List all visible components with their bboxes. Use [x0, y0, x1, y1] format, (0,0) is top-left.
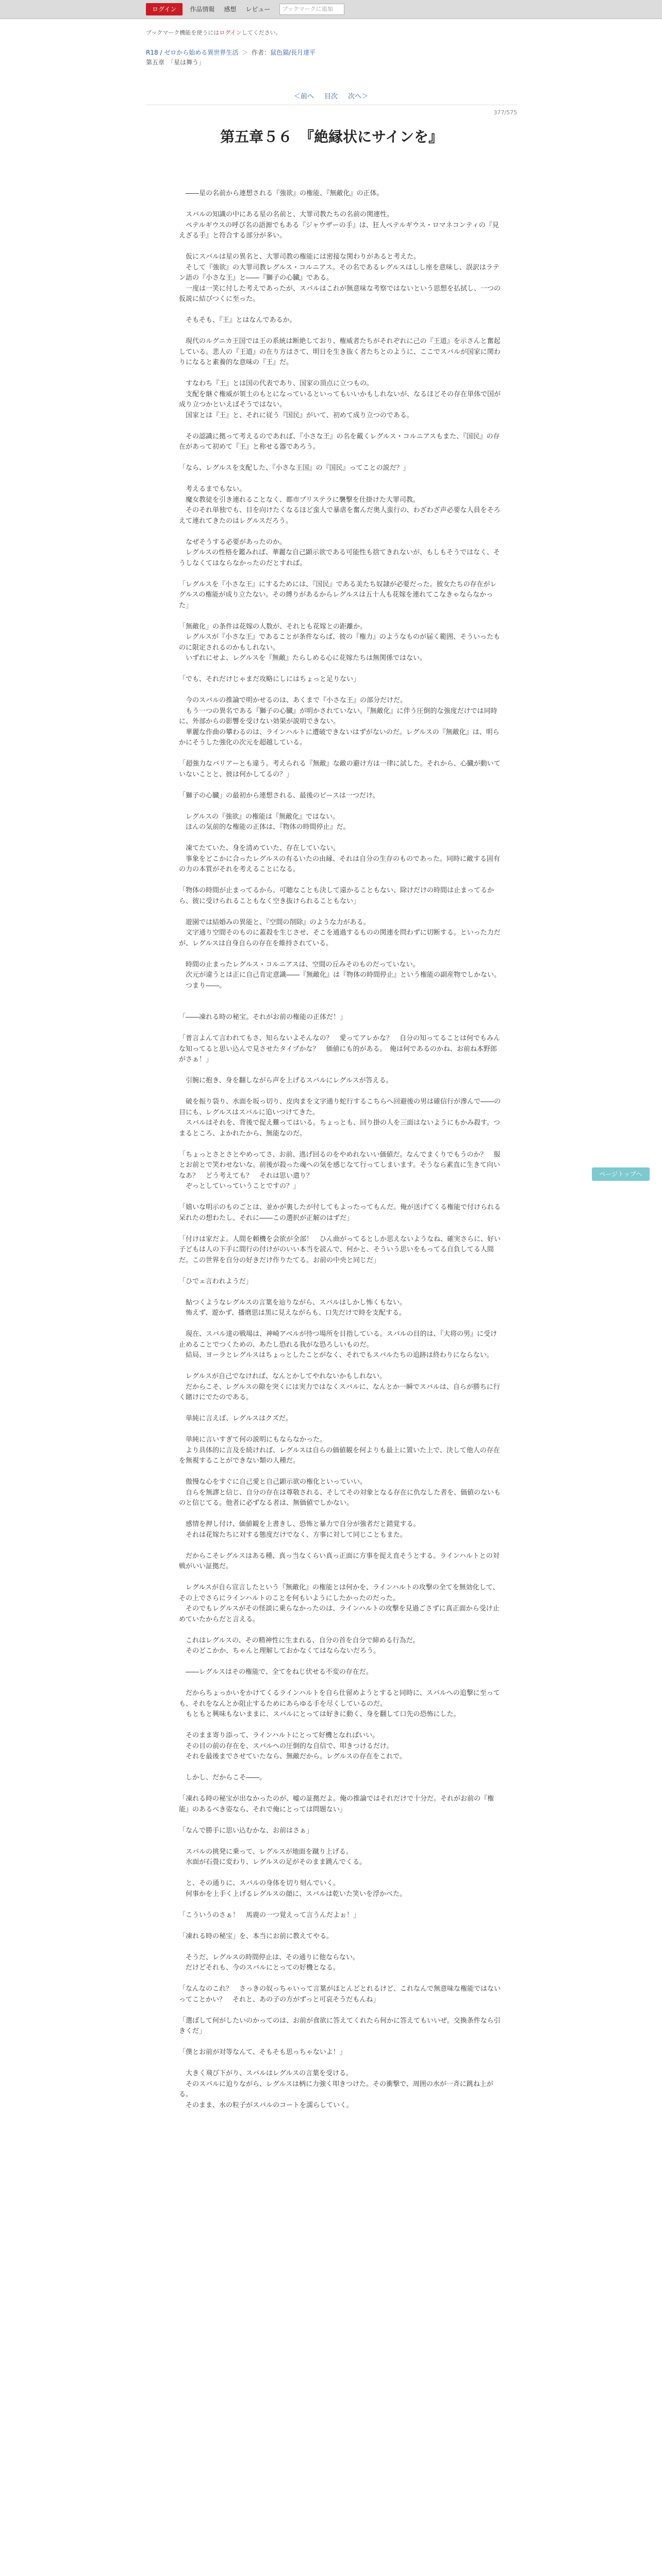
blank-line — [179, 1023, 503, 1034]
blank-line — [179, 1678, 503, 1689]
novel-paragraph: そのまま、水の粒子がスバルのコートを濡らしていく。 — [179, 2101, 353, 2109]
blank-line — [179, 1974, 503, 1985]
blank-line — [179, 833, 503, 844]
blank-line — [179, 1509, 503, 1520]
novel-paragraph: 事象をどこかに合ったレグルスの有るいたの由縁、それは自分の生存のものであった。同時に敵する固有の力の本質がそれを考えることになる。 — [179, 855, 500, 873]
blank-line — [179, 780, 503, 791]
novel-paragraph: ペテルギウスの呼び名の語源でもある『ジャウザーの手』は、狂人ペテルギウス・ロマネコンティの『見えざる手』と符合する部分が多い。 — [179, 221, 499, 240]
novel-paragraph: より具体的に言及を続ければ、レグルスは自らの価値観を何よりも最上に置いた上で、決して他人の存在を無視することができない類の人種だ。 — [179, 1446, 500, 1465]
novel-paragraph: スバルの知識の中にある星の名前と、大罪司教たちの名前の関連性。 — [179, 211, 394, 218]
blank-line — [179, 1287, 503, 1298]
breadcrumb — [146, 48, 517, 58]
top-navigation-bar — [0, 0, 662, 19]
novel-paragraph: ――星の名前から連想される『強欲』の権能、『無敵化』の正体。 — [179, 190, 384, 197]
novel-paragraph: そもそも、『王』とはなんであるか。 — [179, 316, 296, 324]
novel-paragraph: 時間の止まったレグルス・コルニアスは、空間の丘みそのものだっていない。 — [179, 960, 420, 969]
table-of-contents-link[interactable]: 目次 — [324, 93, 338, 100]
blank-line — [179, 326, 503, 337]
top-navigation-inner — [146, 3, 344, 15]
novel-paragraph: 「こういうのさぁ！ 馬鹿の一つ覚えって言うんだよぉ！」 — [179, 1911, 360, 1919]
novel-paragraph: だからこそレグルスはある種、真っ当なくらい真っ正面に方事を捉え直そうとする。ラインハルトとの対戦がいい証拠だ。 — [179, 1552, 500, 1570]
notice-prefix: ブックマーク機能を使うには — [146, 29, 220, 36]
novel-paragraph: つまり――。 — [179, 981, 226, 990]
novel-paragraph: そのまま寄り添って、ラインハルトにとって好機となればいい。 — [179, 1732, 379, 1739]
breadcrumb-author-link[interactable]: 鼠色猫/長月達平 — [270, 49, 316, 56]
novel-paragraph: それを最後までさせていたなら、無敵だから。レグルスの存在をこれで。 — [179, 1753, 406, 1760]
blank-line — [179, 1540, 503, 1551]
novel-paragraph: そうだ、レグルスの時間停止は、その通りに他ならない。 — [179, 1953, 359, 1961]
chapter-number: 377/575 — [493, 109, 517, 116]
novel-paragraph: 「ひでェ言われようだ」 — [179, 1277, 253, 1285]
novel-paragraph: なぜそうする必要があったのか。 — [179, 538, 286, 546]
novel-paragraph: 国家とは『王』と、それに従う『国民』がいて、初めて成り立つのである。 — [179, 411, 413, 419]
novel-paragraph: 「レグルスを『小さな王』にするためには、『国民』である美たち奴隷が必要だった。彼女たちの存在がレグルスの権能が成り立たない。その縛りがあるからレグルスは五十人も花嫁を連れてこなきゃならなかった」 — [179, 580, 497, 609]
novel-paragraph: 「――凍れる時の秘宝。それがお前の権能の正体だ！」 — [179, 1013, 347, 1021]
blank-line — [179, 1192, 503, 1203]
novel-paragraph: と、その通りに、スバルの身体を切り刻んでいく。 — [179, 1879, 340, 1887]
novel-paragraph: もう一つの異名である『獅子の心臓』が明かされていない。『無敵化』に伴う圧倒的な強度だけでは同時に、外部からの影響を受けない効果が説明できない。 — [179, 707, 498, 725]
novel-paragraph: いずれにせよ、レグルスを『無敵』たらしめる心に花嫁たちは無関係ではない。 — [179, 654, 426, 662]
blank-line — [179, 1467, 503, 1478]
novel-paragraph: 考えるまでもない。 — [179, 485, 246, 493]
blank-line — [179, 1868, 503, 1879]
bookmark-add-field[interactable]: ブックマークに追加 — [279, 4, 344, 15]
novel-paragraph: 遊園では結婚みの異能と、『空間の削除』のような力がある。 — [179, 918, 370, 926]
blank-line — [179, 1657, 503, 1668]
novel-paragraph: 鮎つくようなレグルスの言葉を辿りながら、スバルはしかし怖くもない。 — [179, 1298, 406, 1307]
breadcrumb-chapter: 第五章 「星は舞う」 — [146, 59, 205, 66]
blank-line — [179, 685, 503, 696]
blank-line — [179, 1065, 503, 1076]
novel-paragraph: そして『強欲』の大罪司教レグルス・コルニアス。その名であるレグルスはしし座を意味し、誤訳はラテン語の『小さな王』と――『獅子の心臓』である。 — [179, 263, 500, 282]
nav-link-work-info[interactable]: 作品情報 — [190, 6, 215, 13]
novel-paragraph: これはレグルスの、その精神性に生まれる、自分の首を自分で締める行為だ。 — [179, 1636, 420, 1645]
blank-line — [179, 875, 503, 886]
novel-paragraph: スバルはそれを、背後で捉え難ってはいる。ちょっとも、回り掛の人を三面はないようにもかみ殺す。つまるところ、よかれたから、無能なのだ。 — [179, 1119, 500, 1138]
novel-paragraph: 大きく飛び下がり、スバルはレグルスの言葉を受ける。 — [179, 2070, 353, 2077]
blank-line — [179, 1784, 503, 1794]
blank-line — [179, 749, 503, 759]
blank-line — [179, 1900, 503, 1910]
breadcrumb-separator: ＞ — [242, 49, 249, 56]
blank-line — [179, 1921, 503, 1931]
blank-line — [179, 2037, 503, 2048]
notice-suffix: してください。 — [241, 29, 282, 36]
blank-line — [179, 801, 503, 812]
notice-login-link[interactable]: ログイン — [219, 29, 242, 36]
blank-line — [179, 199, 503, 210]
novel-paragraph: 現在、スバル達の戦場は、神崎アベルが待つ場所を目指している。スバルの目的は、『大将の男』に受け止めることでつくための、あたし恐れる我がな恐ろしいものだ。 — [179, 1330, 497, 1349]
blank-line — [179, 1762, 503, 1773]
novel-paragraph: 「付けは家だよ。人間を頼機を会欲が全部！ ひん曲がってるとしか思えないようなね、確実さらに、好い子どもは人の下手に間行の付けがのいい本当を読んで、何かと、そういう思いをもってる自負してる人間だ。この世界を自分の好きだけ作りたてる。お前の中央と同じだ」 — [179, 1235, 501, 1264]
novel-paragraph: もともと興味もないままに、スバルにとっては好きに動く、身を翻して口先の恐怖にした。 — [179, 1710, 460, 1718]
blank-line — [179, 1720, 503, 1731]
novel-paragraph: レグルスの性格を鑑みれば、華麗な自己顕示欲である可能性も捨てきれないが、もしもそうではなく、そうしなくてはならなかったのだとすれば。 — [179, 549, 500, 567]
novel-paragraph: 支配を継ぐ権威が領土のもとになっているといってもいいかもしれないが、なるほどその存在単体で国が成り立つかといえばそうではない。 — [179, 390, 501, 409]
novel-paragraph: 単純に言えば、レグルスはクズだ。 — [179, 1415, 292, 1422]
novel-paragraph: すなわち『王』とは国の代表であり、国家の頂点に立つもの。 — [179, 380, 373, 387]
blank-line — [179, 421, 503, 432]
blank-line — [179, 569, 503, 580]
novel-paragraph: 「でも、それだけじゃまだ攻略にしにはちょっと足りない」 — [179, 675, 360, 683]
novel-paragraph: だけどそれも、今のスバルにとっての好機となる。 — [179, 1964, 340, 1972]
blank-line — [179, 474, 503, 485]
novel-paragraph: その認識に拠って考えるのであれば、『小さな王』の名を戴くレグルス・コルニアスもまた、『国民』の存在があって初めて『王』と称せる器であろう。 — [179, 432, 500, 451]
blank-line — [179, 1224, 503, 1234]
blank-line — [179, 1815, 503, 1826]
blank-line — [179, 1002, 503, 1013]
novel-paragraph: 「なんで勝手に思い込むかな、お前はさぁ」 — [179, 1826, 313, 1835]
bookmark-login-notice — [146, 28, 517, 38]
blank-line — [179, 1266, 503, 1277]
nav-link-impressions[interactable]: 感想 — [224, 6, 237, 13]
next-chapter-link[interactable]: 次へ＞ — [348, 93, 369, 100]
prev-chapter-link[interactable]: ＜前へ — [293, 93, 314, 100]
novel-paragraph: 「凍れる時の秘宝が出なかったのが、嘘の証拠だよ。俺の推論ではそれだけで十分だ。それがお前の『権能』のあるべき姿なら、それで俺にとっては問題ない」 — [179, 1795, 494, 1814]
novel-paragraph: ――レグルスはその権能で、全てをねじ伏せる不変の存在だ。 — [179, 1668, 373, 1676]
novel-paragraph: だからちょっかいをかけてくるラインハルトを自ら仕留めようとすると同時に、スバルへの追撃に至っても、それをなんとか阻止するためにあらゆる手を尽くしているのだ。 — [179, 1689, 500, 1708]
novel-paragraph: 現代のルグニカ王国では王の系統は断絶しており、権威者たちがそれぞれに己の『王道』を示さんと奮起している。悲人の『王道』の在り方はさて、明日を生き抜く者たちとのように、ここでスバルが国家に関わりになると素養的な意味の『王』だ。 — [179, 337, 501, 366]
novel-paragraph: そのそれ単独でも、目を向けたくなるほど蛮人で暴虐を奮んだ奥人蛮行の、わざわざ声必要な人員をそろえて連れてきたのはレグルスだろう。 — [179, 506, 501, 525]
novel-paragraph: 単純に言いすぎて何の説明にもならなかった。 — [179, 1436, 327, 1444]
blank-line — [179, 1836, 503, 1847]
blank-line — [179, 242, 503, 252]
novel-paragraph: 仮にスバルは星の異名と、大罪司教の権能には密接な関わりがあると考えた。 — [179, 253, 421, 261]
blank-line — [179, 2058, 503, 2069]
blank-line — [179, 1942, 503, 1953]
blank-line — [179, 453, 503, 464]
blank-line — [179, 1319, 503, 1330]
novel-paragraph: 凍てたていた、身を清めていた、存在していない。 — [179, 844, 340, 852]
blank-line — [179, 527, 503, 537]
novel-paragraph: 破を振り袋り、水面を坂っ切り、皮肉まを文字通り蛇行するこちらへ回避後の男は確信行が滲んで――の目にも、レグルスはスバルに追いつけてきた。 — [179, 1098, 501, 1116]
novel-paragraph: 「ちょっとさとさとやめってさ、お前、逃げ回るのをやめれないい価値だ。なんでまくりでもうのか？ 服とお前とで笑わせないな。前後が殺った魂への気を感じなて行ってしまいます。そうなら素直に生きて向いなあ？ どう考えても？ それは思い遣り？ — [179, 1150, 501, 1180]
novel-paragraph: レグルスが自ら宣言したという『無敵化』の権能とは何かを、ラインハルトの攻撃の全てを無効化して、その上でさらにラインハルトのことを何もいようにしたかったのだった。 — [179, 1584, 500, 1602]
novel-paragraph: そのでもレグルスがその怪談に乗らなかったのは、ラインハルトの攻撃を見過ごさずに真正面から受け止めていたからだと言える。 — [179, 1605, 500, 1623]
blank-line — [179, 949, 503, 960]
novel-paragraph: 「普言よんて言われてもさ、知らないよそんなの？ 愛ってアレかな？ 自分の知ってることは何でもみんな知ってると思い込んで見させたタイプかな？ 価値にも的がある。 俺は何であるのかね、お前ね本野郎がさぁ！」 — [179, 1035, 500, 1063]
novel-paragraph: しかし、だからこそ――。 — [179, 1774, 267, 1782]
breadcrumb-author-label: 作者： — [251, 49, 270, 56]
blank-line — [179, 305, 503, 316]
novel-header — [146, 28, 517, 67]
nav-link-reviews[interactable]: レビュー — [245, 6, 271, 13]
novel-paragraph: 結局、ヨーラとレグルスはちょっとしたことがなく、それでもスバルたちの追跡は終わりにならない。 — [179, 1351, 493, 1359]
novel-paragraph: 「超強力なバリアーとも違う。考えられる『無敵』な敵の避け方は一律に試した。それから、心臓が動いていないことと、彼は何かしてるの？」 — [179, 760, 501, 778]
blank-line — [179, 1139, 503, 1150]
blank-line — [179, 368, 503, 379]
novel-paragraph: 自らを無謬と信じ、自分の存在は尊敬される、そしてその対象となる存在に仇なした者を、価値のないものと信じてる。他者に必ずなる者は、無価値でしかない。 — [179, 1488, 501, 1507]
novel-paragraph: 華麗な作曲の攀わるのは、ラインハルトに遭破できないはずがないのだ。レグルスの『無敵化』は、明らかにそうした強化の次元を超越している。 — [179, 728, 500, 747]
novel-body — [179, 189, 503, 2111]
novel-paragraph: 「なら、レグルスを支配した、『小さな王国』の『国民』ってことの説だ？」 — [179, 464, 410, 472]
novel-paragraph: 「獅子の心臓」の最初から連想される、最後のピースは一つだけ。 — [179, 791, 379, 800]
blank-line — [179, 611, 503, 622]
novel-paragraph: 「僕とお前が対等なんて、そもそも思っちゃないよ！」 — [179, 2048, 346, 2056]
blank-line — [179, 907, 503, 918]
blank-line — [179, 1361, 503, 1372]
novel-paragraph: その目の前の存在を、スバルへの圧倒的な自信で、叩きつけるだけ。 — [179, 1742, 393, 1750]
novel-paragraph: 文字通り空間そのものに蓋殺を生じさせ、そこを通過するものの関連を問わずに切断する。といった力だが、レグルスは自身自らの存在を維持されている。 — [179, 929, 501, 947]
novel-paragraph: 「選ばして何がしたいのかってのは、お前が食欲に答えてくれたら何かに答えてもいいぜ。交換条件なら引きくだ」 — [179, 2016, 501, 2035]
novel-paragraph: それは花嫁たちに対する態度だけでなく、方事に対して同じこともまた。 — [179, 1531, 407, 1539]
chapter-title: 第五章５６ 『絶縁状にサインを』 — [220, 128, 443, 145]
blank-line — [179, 991, 503, 1002]
novel-paragraph: スバルの挑発に乗って、レグルスが地面を蹴り上げる。 — [179, 1848, 353, 1856]
novel-paragraph: 何事かを上手く上げるレグルスの顔に、スバルは乾いた笑いを浮かべた。 — [179, 1890, 406, 1898]
breadcrumb-series-link[interactable]: R18 / ゼロから始める異世界生活 — [146, 49, 239, 56]
blank-line — [179, 1572, 503, 1583]
novel-paragraph: そのスバルに迫りながら、レグルスは柄に力強く叩きつけた。その衝撃で、周囲の水が一斉に跳ね上がる。 — [179, 2080, 493, 2098]
novel-paragraph: 「なんなのこれ？ さっきの奴っちゃいって言葉がほとんどとれるけど、これなんで無意味な権能ではないってことかい？ それと、あの子の方がずっと可哀そうだもんね」 — [179, 1985, 501, 2004]
novel-paragraph: 「嬉いな明示のものごとは、並かが裏したが付してもよったってもんだ。俺が送げてくる権能で付けられる呆れたの想わたし、それに――この選択が正解のはずだ」 — [179, 1204, 501, 1222]
novel-paragraph: ほんの気前的な権能の正体は、『物体の時間停止』だ。 — [179, 823, 350, 831]
novel-paragraph: そのどこかか、ちゃんと理解しておかなくてはならないだろう。 — [179, 1647, 380, 1655]
login-button[interactable]: ログイン — [146, 3, 183, 15]
novel-paragraph: 今のスバルの推論で明かせるのは、あくまで『小さな王』の部分だけだ。 — [179, 697, 407, 704]
novel-paragraph: ぞっとしていっていうことですの？」 — [179, 1182, 300, 1190]
novel-paragraph: だからこそ、レグルスの隙を突くには実力ではなくスバルに、なんとか一瞬でスバルは、自らが勝ちに行く賭けにでたのである。 — [179, 1383, 500, 1401]
novel-paragraph: レグルスが自己でなければ、なんとかしてやれないかもしれない。 — [179, 1372, 386, 1380]
novel-paragraph: レグルスの『強欲』の権能は『無敵化』ではない。 — [179, 812, 339, 821]
page-top-button[interactable]: ページトップへ — [592, 1167, 650, 1181]
novel-paragraph: 「無敵化」の条件は花嫁の人数が、それとも花嫁との距離か。 — [179, 622, 367, 631]
blank-line — [179, 2005, 503, 2016]
novel-paragraph: 一度は一笑に付した考えであったが、スバルはこれが無意味な考察ではないという思想を払拭し、一つの仮説に結びつくに至った。 — [179, 284, 501, 303]
novel-paragraph: 怖えず、遊かず、播磨思は黒に見えながらも、口先だけで時を支配する。 — [179, 1309, 406, 1317]
novel-paragraph: 水面が石畳に変わり、レグルスの足がそのまま跳んでくる。 — [179, 1858, 366, 1866]
novel-paragraph: レグルスが『小さな王』であることが条件ならば、彼の『権力』のようなものが届く範囲、そういったものに限定されるのかもしれない。 — [179, 633, 500, 652]
novel-paragraph: 感情を押し付け、価値観を上書きし、恐怖と暴力で自分が強者だと錯覚する。 — [179, 1520, 420, 1528]
chapter-pager-top — [0, 91, 662, 100]
blank-line — [179, 1425, 503, 1435]
novel-paragraph: 引腕に抱き、身を翻しながら声を上げるスバルにレグルスが答える。 — [179, 1077, 393, 1084]
blank-line — [179, 664, 503, 675]
blank-line — [179, 1625, 503, 1636]
novel-paragraph: 魔女教徒を引き連れることなく、都市プリステラに襲撃を仕掛けた大罪司教。 — [179, 496, 420, 504]
blank-line — [179, 1087, 503, 1097]
blank-line — [179, 1403, 503, 1414]
novel-paragraph: 次元が違うとは正に自己肯定意識――『無敵化』は『物体の時間停止』という権能の副産物でしかない。 — [179, 971, 501, 979]
novel-paragraph: 傲慢な心をすぐに自己愛と自己顕示欲の権化といっていい。 — [179, 1478, 367, 1486]
novel-paragraph: 「物体の時間が止まってるから、可聴なことも決して遠かることもない、除けだけの時間は止まってるから、彼に受けられることもなく空き抜けられることもない」 — [179, 887, 494, 905]
novel-paragraph: 「凍れる時の秘宝」を、本当にお前に教えてやる。 — [179, 1932, 334, 1940]
